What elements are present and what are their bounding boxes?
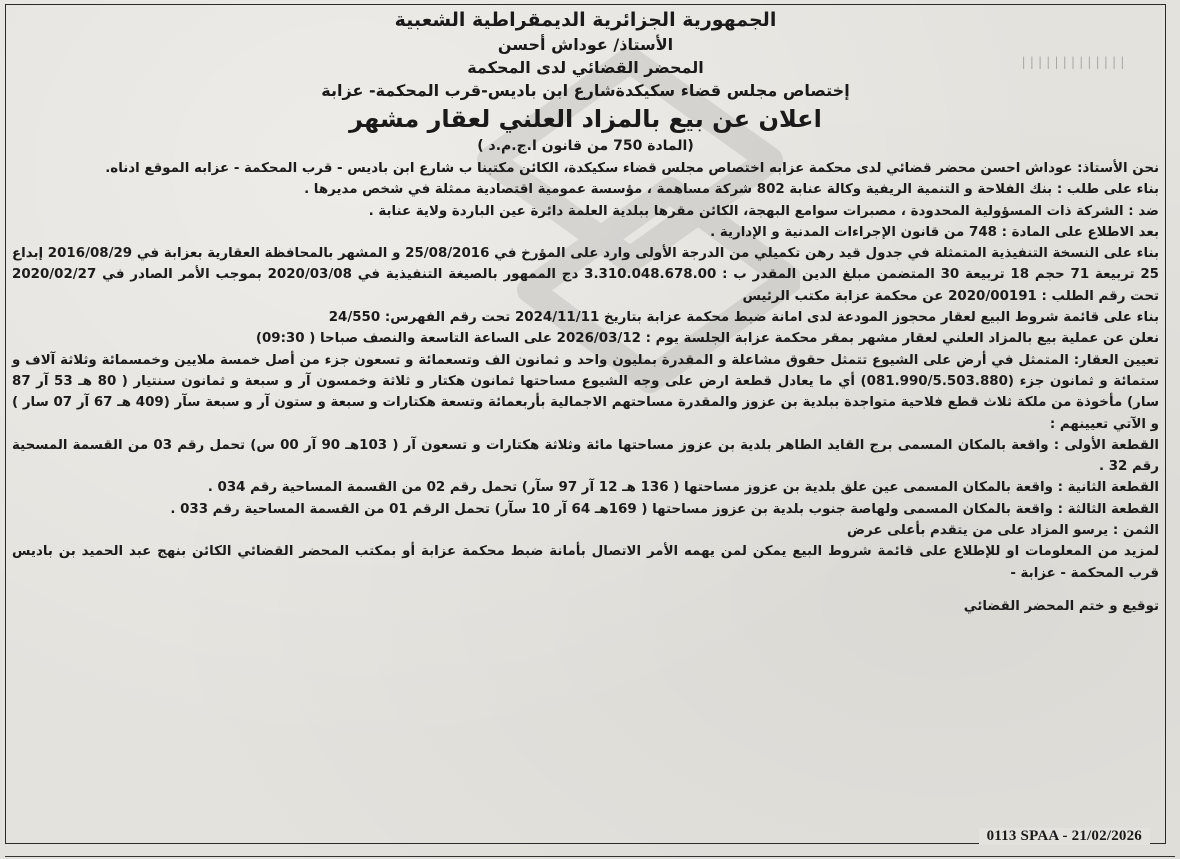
paragraph-plot-two: القطعة الثانية : واقعة بالمكان المسمى عين علق بلدية بن عزوز مساحتها ( 136 هـ 12 آر 97 سآر) تحمل رقم 02 من القسمة المساحية رقم 034 .	[207, 480, 1159, 496]
publication-code: 0113 SPAA - 21/02/2026	[979, 828, 1150, 845]
republic-heading: الجمهورية الجزائرية الديمقراطية الشعبية	[394, 9, 777, 31]
paragraph-property-designation: تعيين العقار: المتمثل في أرض على الشيوع تتمثل حقوق مشاعلة و المقدرة بمليون واحد و ثمانون الف وتسعمائة و تسعون جزء من أصل خمسة ملايين وخمسمائة وثلاثة آلاف و ستمائة و ثمانون جزء (081.990/5.503.880) أي ما يعادل قطعة ارض على وجه الشيوع مساحتها ثمانون هكتار و ثلاثة وخمسون آر و سبعة و ثمانون سنتيار ( 80 هـ 53 آر 87 سار) مأخوذة من ملكة ثلاث قطع فلاحية متواجدة ببلدية بن عزوز والمقدرة مساحتهم الاجمالية بأربعمائة وتسعة هكتارات و سبعة و ستون آر و سبعة سآر (409 هـ 67 آر 07 سار ) و الآتي تعيينهم :	[12, 352, 1160, 432]
paragraph-plot-one: القطعة الأولى : واقعة بالمكان المسمى برج القايد الطاهر بلدية بن عزوز مساحتها مائة وثلاثة هكتارات و تسعون آر ( 103هـ 90 آر 00 س) تحمل رقم 03 من القسمة المسحية رقم 32 .	[12, 437, 1160, 475]
bailiff-role: المحضر القضائي لدى المحكمة	[467, 58, 704, 77]
paragraph-requester: بناء على طلب : بنك الفلاحة و التنمية الريفية وكالة عنابة 802 شركة مساهمة ، مؤسسة عمومية اقتصادية ممثلة في شخص مديرها .	[304, 182, 1159, 198]
jurisdiction-address: إختصاص مجلس قضاء سكيكدةشارع ابن باديس-قرب المحكمة- عزابة	[321, 81, 850, 100]
paragraph-intro: نحن الأستاذ: عوداش احسن محضر قضائي لدى محكمة عزابه اختصاص مجلس قضاء سكيكدة، الكائن مكتبنا ب شارع ابن باديس - قرب المحكمة - عزابه الموقع ادناه.	[105, 161, 1159, 176]
paragraph-plot-three: القطعة الثالثة : واقعة بالمكان المسمى ولهاصة جنوب بلدية بن عزوز مساحتها ( 169هـ 64 آر 10 سآر) تحمل الرقم 01 من القسمة المساحية رقم 033 .	[170, 501, 1159, 517]
bailiff-name: الأستاذ/ عوداش أحسن	[497, 35, 674, 54]
paragraph-contact-info: لمزيد من المعلومات او للإطلاع على قائمة شروط البيع يمكن لمن يهمه الأمر الاتصال بأمانة ضبط محكمة عزابة أو بمكتب المحضر القضائي الكائن بنهج عبد الحميد بن باديس قرب المحكمة - عزابة -	[12, 544, 1159, 581]
paragraph-executive-copy: بناء على النسخة التنفيذية المتمثلة في جدول قيد رهن تكميلي من الدرجة الأولى وارد على المؤرخ في 25/08/2016 و المشهر بالمحافظة العقارية بعزابة في 2016/08/29 إبداع 25 تربيعة 71 حجم 18 تربيعة 30 المتضمن مبلغ الدين المقدر ب : 3.310.048.678.00 دج الممهور بالصيغة التنفيذية في 2020/03/08 بموجب الأمر الصادر في 2020/02/27 تحت رقم الطلب : 2020/00191 عن محكمة عزابة مكتب الرئيس	[12, 246, 1159, 304]
announcement-title: اعلان عن بيع بالمزاد العلني لعقار مشهر	[349, 105, 822, 133]
paragraph-auction-date: نعلن عن عملية بيع بالمزاد العلني لعقار مشهر بمقر محكمة عزابة الجلسة يوم : 2026/03/12 على الساعة التاسعة والنصف صباحا ( 09:30)	[255, 331, 1159, 347]
signature-line: توقيع و ختم المحضر القضائي	[963, 598, 1159, 614]
paragraph-price: الثمن : يرسو المزاد على من يتقدم بأعلى عرض	[847, 523, 1159, 539]
paragraph-article: بعد الاطلاع على المادة : 748 من قانون الإجراءات المدنية و الإدارية .	[710, 224, 1159, 240]
bottom-divider	[5, 856, 1175, 857]
article-reference: (المادة 750 من قانون ا.ج.م.د )	[477, 138, 694, 154]
show-through-marks: |||||||||||||	[1020, 55, 1127, 69]
announcement-content	[12, 6, 1159, 618]
paragraph-sale-conditions: بناء على قائمة شروط البيع لعقار محجوز المودعة لدى امانة ضبط محكمة عزابة بتاريخ 2024/11/11 تحت رقم الفهرس: 24/550	[328, 310, 1159, 326]
paragraph-against: ضد : الشركة ذات المسؤولية المحدودة ، مصبرات سوامع البهجة، الكائن مقرها ببلدية العلمة دائرة عين الباردة ولاية عنابة .	[368, 203, 1159, 219]
announcement-body	[12, 158, 1159, 584]
